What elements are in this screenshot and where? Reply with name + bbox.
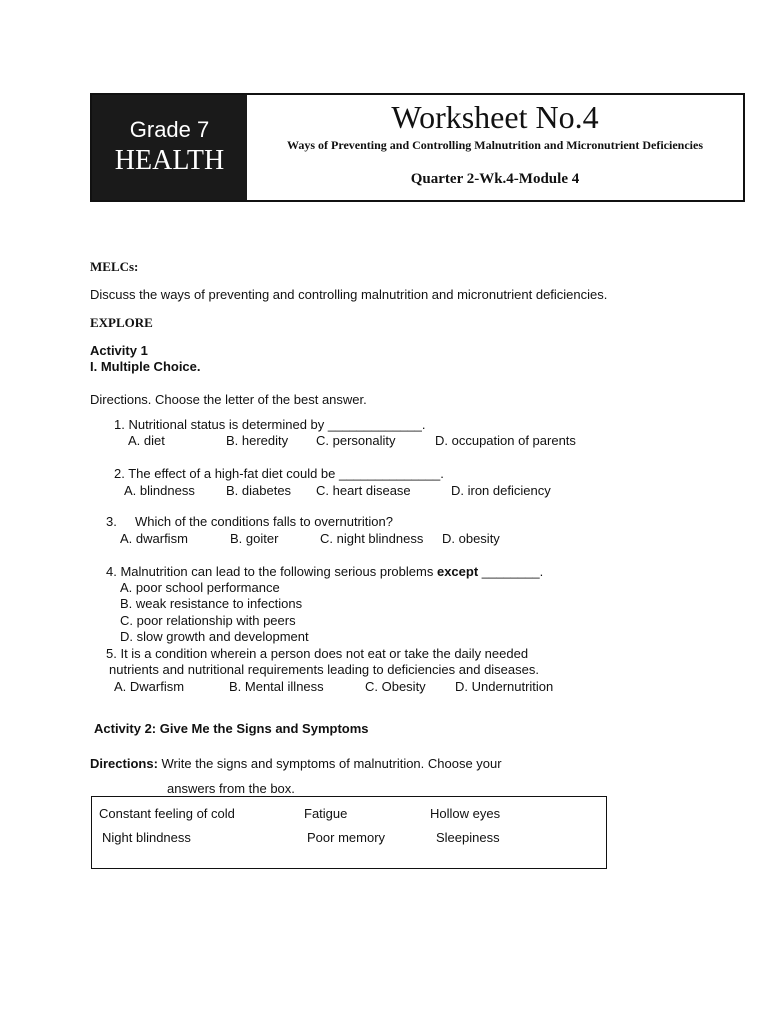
choice-d: D. obesity	[442, 531, 500, 546]
question-4	[106, 564, 543, 579]
choice-b: B. diabetes	[226, 483, 292, 498]
choice-a: A. blindness	[124, 483, 195, 498]
grade-label: Grade 7	[129, 117, 210, 142]
choice-b: B. goiter	[230, 531, 279, 546]
question-2: 2. The effect of a high-fat diet could be ______________.	[114, 466, 444, 481]
subject-label: HEALTH	[114, 145, 225, 176]
question-3: Which of the conditions falls to overnutrition?	[135, 514, 393, 529]
worksheet-subtitle: Ways of Preventing and Controlling Malnutrition and Micronutrient Deficiencies	[287, 138, 703, 152]
choice-c: C. night blindness	[320, 531, 424, 546]
explore-heading: EXPLORE	[90, 315, 153, 330]
worksheet-quarter: Quarter 2-Wk.4-Module 4	[410, 171, 580, 187]
box-item: Night blindness	[102, 830, 191, 845]
choice-c: C. poor relationship with peers	[120, 613, 296, 628]
question-3-number: 3.	[106, 514, 117, 529]
choice-a: A. dwarfism	[120, 531, 188, 546]
choice-c: C. personality	[316, 433, 396, 448]
title-panel	[247, 95, 743, 200]
choice-d: D. occupation of parents	[435, 433, 576, 448]
melcs-heading: MELCs:	[90, 259, 139, 274]
choice-a: A. Dwarfism	[114, 679, 185, 694]
question-1: 1. Nutritional status is determined by _____________.	[114, 417, 426, 432]
directions-text: Write the signs and symptoms of malnutrition. Choose your	[157, 756, 502, 771]
choice-b: B. Mental illness	[229, 679, 324, 694]
question-4-blank: ________.	[478, 564, 544, 579]
box-item: Poor memory	[307, 830, 386, 845]
activity2-title: Activity 2: Give Me the Signs and Symptoms	[94, 721, 369, 736]
melcs-text: Discuss the ways of preventing and controlling malnutrition and micronutrient deficiencies.	[90, 287, 608, 302]
directions-label: Directions:	[90, 756, 158, 771]
question-5-line-2: nutrients and nutritional requirements leading to deficiencies and diseases.	[109, 662, 539, 677]
choice-d: D. Undernutrition	[455, 679, 554, 694]
question-5-line-1: 5. It is a condition wherein a person does not eat or take the daily needed	[106, 646, 529, 661]
choice-c: C. heart disease	[316, 483, 411, 498]
choice-a: A. poor school performance	[120, 580, 280, 595]
question-4-emphasis: except	[436, 564, 479, 579]
choice-c: C. Obesity	[365, 679, 426, 694]
worksheet-title: Worksheet No.4	[391, 99, 599, 135]
choice-d: D. iron deficiency	[451, 483, 551, 498]
question-4-text: 4. Malnutrition can lead to the following serious problems	[106, 564, 437, 579]
box-item: Fatigue	[304, 806, 348, 821]
choice-a: A. diet	[128, 433, 165, 448]
grade-subject-panel	[92, 95, 247, 200]
choice-b: B. weak resistance to infections	[120, 596, 303, 611]
worksheet-header	[90, 93, 745, 202]
box-item: Constant feeling of cold	[99, 806, 235, 821]
choice-d: D. slow growth and development	[120, 629, 309, 644]
activity2-directions-line-2: answers from the box.	[167, 781, 295, 796]
box-item: Sleepiness	[436, 830, 500, 845]
answer-choices-box	[91, 796, 607, 869]
activity2-directions	[90, 756, 502, 771]
activity1-title: Activity 1	[90, 343, 148, 358]
activity1-subtitle: I. Multiple Choice.	[90, 359, 201, 374]
activity1-directions: Directions. Choose the letter of the best answer.	[90, 392, 367, 407]
choice-b: B. heredity	[226, 433, 289, 448]
box-item: Hollow eyes	[430, 806, 501, 821]
